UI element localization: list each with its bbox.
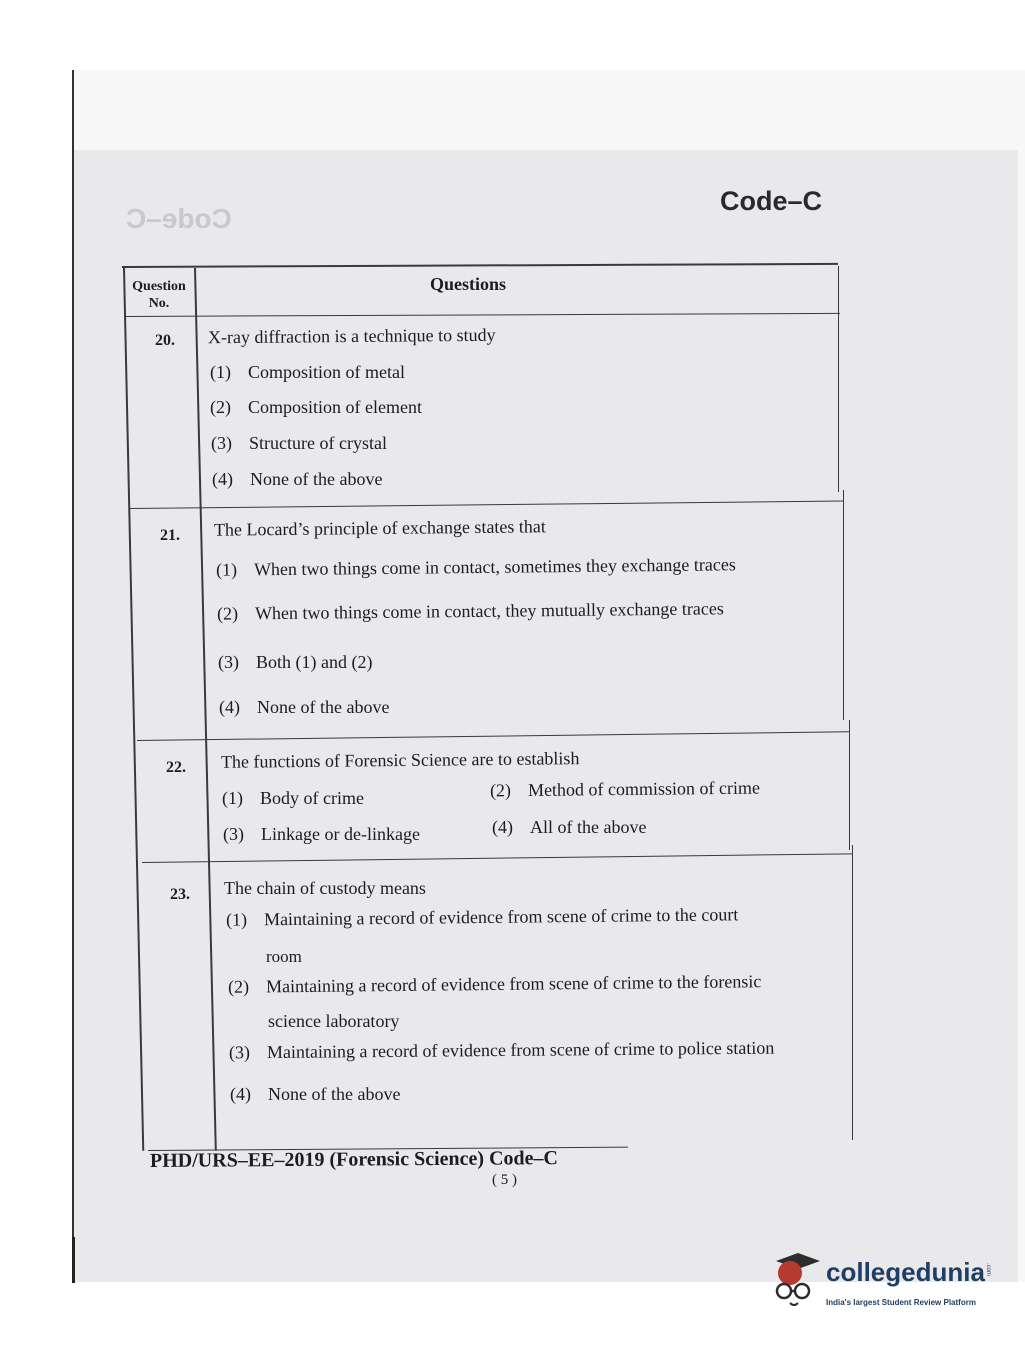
q23-option-1-continuation: room [266,947,302,966]
question-number-20: 20. [155,332,175,349]
q20-option-2: (2) Composition of element [210,397,422,417]
question-text-21: The Locard’s principle of exchange states that [213,516,546,540]
q22-option-2: (2) Method of commission of crime [489,777,761,801]
paper-code: Code–C [720,186,823,216]
q23-option-2: (2) Maintaining a record of evidence from scene of crime to the forensic [227,971,762,997]
q23-option-2-continuation: science laboratory [268,1011,400,1031]
q21-option-2: (2) When two things come in contact, they mutually exchange traces [216,598,724,624]
q21-option-3: (3) Both (1) and (2) [218,652,373,672]
q23-option-1: (1) Maintaining a record of evidence from scene of crime to the court [225,904,739,930]
question-text-20: X-ray diffraction is a technique to study [207,324,496,348]
column-header-question-no-text: Question No. [132,279,186,311]
brand-suffix: .com [985,1263,991,1277]
table-right-border-2 [843,490,844,720]
page-number: ( 5 ) [492,1172,517,1188]
q21-option-4: (4) None of the above [219,697,390,717]
brand-tagline: India's largest Student Review Platform [826,1298,976,1307]
question-text-22: The functions of Forensic Science are to establish [220,748,580,772]
q23-option-4: (4) None of the above [230,1084,401,1104]
table-right-border-4 [852,845,853,1140]
q22-option-4: (4) All of the above [492,817,647,837]
q20-option-4: (4) None of the above [212,469,383,489]
paper-footer-title: PHD/URS–EE–2019 (Forensic Science) Code–C [149,1147,559,1172]
q20-option-1: (1) Composition of metal [210,362,405,382]
scan-edge-mark [72,1237,75,1283]
question-number-22: 22. [166,759,186,776]
brand-name: collegedunia [826,1257,985,1287]
question-number-21: 21. [160,527,180,544]
q23-option-3: (3) Maintaining a record of evidence from scene of crime to police station [228,1037,775,1063]
column-header-questions: Questions [430,274,507,294]
column-header-question-no [123,278,195,312]
question-number-23: 23. [170,886,190,903]
table-right-border-3 [849,720,850,850]
q22-option-3: (3) Linkage or de-linkage [223,824,420,844]
question-text-23: The chain of custody means [224,878,426,898]
table-right-border-1 [838,266,839,492]
q22-option-1: (1) Body of crime [222,788,364,808]
q21-option-1: (1) When two things come in contact, sometimes they exchange traces [215,554,736,580]
bleed-through-code: Code–C [126,203,232,234]
q20-option-3: (3) Structure of crystal [211,433,387,453]
